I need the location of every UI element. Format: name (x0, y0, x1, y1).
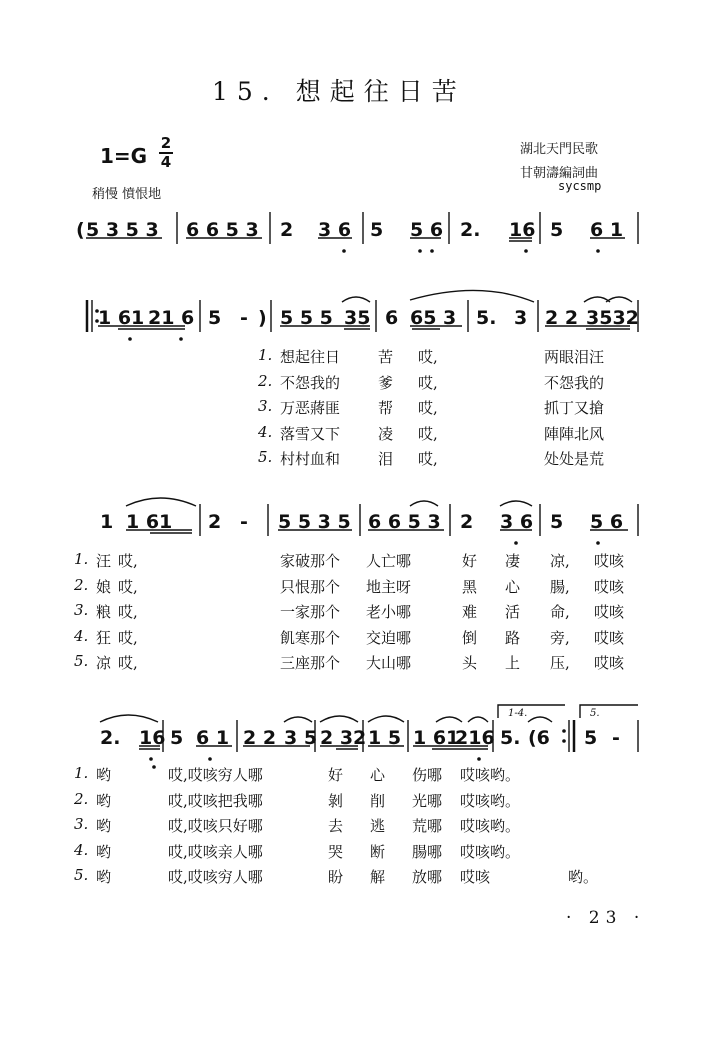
lyric-syllable: 哎, (418, 424, 438, 443)
lyric-syllable: 哟 (96, 766, 112, 784)
verse-number: 5. (74, 866, 89, 884)
verse-number: 2. (74, 789, 89, 808)
note-group: 5 5 5 (280, 307, 333, 329)
lyric-syllable: 村村血和 (280, 450, 341, 468)
note-group: 1 61 (126, 511, 173, 533)
note-group: 1 61 (98, 307, 145, 329)
note-group: 5. (500, 727, 521, 749)
lyric-syllable: 两眼泪汪 (544, 348, 605, 366)
lyric-syllable: 爹 (378, 373, 394, 392)
verse-number: 4. (258, 422, 273, 441)
note-group: 16 (139, 727, 166, 749)
lyric-syllable: 凌 (378, 424, 394, 443)
lyric-syllable: 哎, (418, 348, 438, 366)
lyric-syllable: 万恶蔣匪 (280, 399, 341, 417)
lyric-syllable: 难 (462, 603, 478, 621)
lyric-syllable: 心 (370, 766, 386, 784)
lyric-syllable: 荒哪 (412, 817, 443, 835)
time-signature-top: 2 (160, 134, 172, 152)
lyric-syllable: 哟 (96, 868, 112, 886)
lyric-syllable: 人亡哪 (366, 552, 412, 570)
note-group: 3 5 (284, 727, 318, 749)
note-group: 2 (208, 511, 222, 533)
note-group: - (240, 307, 248, 329)
note-group: 2 (280, 219, 294, 241)
lyric-syllable: 凄 (505, 552, 521, 570)
arranger-credit: 甘朝濤編詞曲 (520, 166, 599, 181)
lyric-syllable: 哭 (328, 842, 344, 861)
lyric-syllable: 飢寒那个 (280, 628, 341, 647)
note-group: 5 (584, 727, 598, 749)
lyric-syllable: 上 (505, 654, 521, 672)
lyric-syllable: 哎,哎咳亲人哪 (168, 842, 263, 861)
note-group: 65 3 (410, 307, 457, 329)
note-group: 5 (170, 727, 184, 749)
lyric-syllable: 哎,哎咳只好哪 (168, 817, 263, 835)
lyric-syllable: 解 (370, 868, 386, 886)
lyric-syllable: 命, (550, 603, 570, 621)
note-group: 5 6 (410, 219, 444, 241)
volta-first-label: 1-4. (508, 708, 528, 719)
lyric-syllable: 汪 (96, 552, 112, 570)
verse-number: 3. (258, 397, 273, 415)
note-group: 5 (550, 219, 564, 241)
lyric-syllable: 交迫哪 (366, 628, 412, 647)
lyric-syllable: 娘 (96, 577, 112, 596)
lyric-syllable: 哎, (118, 628, 138, 647)
lyric-syllable: 处处是荒 (544, 450, 605, 468)
lyric-syllable: 哎, (418, 373, 438, 392)
note-group: (6 (528, 727, 550, 749)
lyric-syllable: 地主呀 (366, 577, 412, 596)
lyric-syllable: 黑 (462, 577, 478, 596)
lyric-syllable: 哎咳哟。 (460, 791, 521, 810)
lyric-syllable: 泪 (378, 450, 394, 468)
page-title: 15. 想起往日苦 (212, 77, 466, 106)
note-group: - (612, 727, 620, 749)
verse-number: 2. (74, 575, 89, 594)
volta-second-label: 5. (590, 708, 600, 719)
lyric-syllable: 哎咳哟。 (460, 766, 521, 784)
note-group: 6 1 (196, 727, 230, 749)
verse-number: 4. (74, 626, 89, 645)
lyric-syllable: 哎咳 (594, 552, 625, 570)
note-group: 1 61 (413, 727, 460, 749)
lyric-syllable: 剝 (328, 791, 344, 810)
verse-number: 3. (74, 601, 89, 619)
note-group: 5 6 (590, 511, 624, 533)
lyric-syllable: 逃 (370, 817, 386, 835)
lyric-syllable: 苦 (378, 348, 394, 366)
verse-number: 5. (258, 448, 273, 466)
lyric-syllable: 哎,哎咳穷人哪 (168, 766, 263, 784)
lyric-syllable: 盼 (328, 868, 344, 886)
key-signature: 1=G (100, 144, 148, 168)
lyric-syllable: 哎咳哟。 (460, 817, 521, 835)
lyric-syllable: 去 (328, 817, 344, 835)
lyric-syllable: 哎咳 (594, 603, 625, 621)
lyric-syllable: 哟 (96, 842, 112, 861)
note-group: 2. (100, 727, 121, 749)
note-group: - (240, 511, 248, 533)
lyric-syllable: 好 (328, 766, 344, 784)
note-group: 3532 (586, 307, 639, 329)
lyric-syllable: 哎, (118, 654, 138, 672)
lyric-syllable: 哟。 (568, 868, 599, 886)
note-group: 3 6 (318, 219, 352, 241)
note-group: 5 (208, 307, 222, 329)
lyric-syllable: 断 (370, 842, 386, 861)
lyric-syllable: 哎, (118, 603, 138, 621)
lyric-syllable: 哎咳 (594, 628, 625, 647)
lyric-syllable: 削 (370, 791, 386, 810)
lyric-syllable: 哎咳 (460, 868, 491, 886)
verse-number: 5. (74, 652, 89, 670)
note-group: 1 (100, 511, 114, 533)
lyric-syllable: 哎,哎咳穷人哪 (168, 868, 263, 886)
lyric-syllable: 哎, (418, 399, 438, 417)
note-group: 35 (344, 307, 371, 329)
lyric-syllable: 哎, (118, 577, 138, 596)
note-group: 5 (370, 219, 384, 241)
note-group: 21 6 (148, 307, 195, 329)
note-group: 3 6 (500, 511, 534, 533)
tempo-marking: 稍慢 憤恨地 (92, 187, 162, 202)
lyric-syllable: 三座那个 (280, 654, 341, 672)
lyric-syllable: 不怨我的 (544, 373, 605, 392)
lyric-syllable: 家破那个 (280, 552, 341, 570)
lyric-syllable: 落雪又下 (280, 424, 341, 443)
lyric-syllable: 狂 (96, 628, 112, 647)
lyric-syllable: 凉, (550, 552, 570, 570)
verse-number: 1. (74, 764, 89, 782)
note-group: 6 6 5 3 (368, 511, 441, 533)
lyric-syllable: 一家那个 (280, 603, 341, 621)
watermark-text: sycsmp (558, 179, 602, 193)
lyric-syllable: 哎,哎咳把我哪 (168, 791, 263, 810)
lyric-syllable: 抓丁又搶 (544, 399, 605, 417)
note-group: 5 (550, 511, 564, 533)
lyric-syllable: 陣陣北风 (544, 424, 605, 443)
lyric-syllable: 伤哪 (412, 766, 443, 784)
verse-number: 3. (74, 815, 89, 833)
lyric-syllable: 想起往日 (280, 348, 341, 366)
lyric-syllable: 哟 (96, 817, 112, 835)
verse-number: 1. (258, 346, 273, 364)
lyric-syllable: 腸哪 (412, 842, 443, 861)
note-group: 216 (455, 727, 495, 749)
note-group: 6 (385, 307, 399, 329)
lyric-syllable: 倒 (462, 628, 478, 647)
lyric-syllable: 哎咳 (594, 577, 625, 596)
note-group: 5 3 5 3 (86, 219, 159, 241)
lyric-syllable: 心 (505, 577, 521, 596)
note-group: 2 (460, 511, 474, 533)
note-group: 6 1 (590, 219, 624, 241)
lyric-syllable: 帮 (378, 399, 394, 417)
page-number: · 23 · (566, 908, 646, 928)
verse-number: 2. (258, 371, 273, 390)
lyric-syllable: 大山哪 (366, 654, 412, 672)
lyric-syllable: 哟 (96, 791, 112, 810)
note-group: 5 5 3 5 (278, 511, 351, 533)
lyric-syllable: 哎咳 (594, 654, 625, 672)
lyric-syllable: 粮 (96, 603, 112, 621)
note-group: 2. (460, 219, 481, 241)
lyric-syllable: 凉 (96, 654, 112, 672)
lyric-syllable: 哎, (118, 552, 138, 570)
note-group: 6 6 5 3 (186, 219, 259, 241)
lyric-syllable: 哎咳哟。 (460, 842, 521, 861)
note-group: 2 2 (545, 307, 579, 329)
note-group: 1 5 (368, 727, 402, 749)
lyric-syllable: 好 (462, 552, 478, 570)
lyric-syllable: 压, (550, 654, 570, 672)
lyric-syllable: 哎, (418, 450, 438, 468)
verse-number: 4. (74, 840, 89, 859)
lyric-syllable: 老小哪 (366, 603, 412, 621)
lyric-syllable: 腸, (550, 577, 570, 596)
lyric-syllable: 路 (505, 628, 521, 647)
verse-number: 1. (74, 550, 89, 568)
lyric-syllable: 活 (505, 603, 521, 621)
song-origin: 湖北天門民歌 (520, 142, 599, 157)
lyric-syllable: 光哪 (412, 791, 443, 810)
note-group: ( (76, 219, 85, 241)
lyric-syllable: 头 (462, 654, 478, 672)
time-signature-bottom: 4 (160, 153, 172, 171)
note-group: 2 32 (320, 727, 367, 749)
note-group: 2 2 (243, 727, 277, 749)
lyric-syllable: 放哪 (412, 868, 443, 886)
note-group: ) (258, 307, 267, 329)
note-group: 5. (476, 307, 497, 329)
lyric-syllable: 只恨那个 (280, 577, 341, 596)
note-group: 3 (514, 307, 528, 329)
lyric-syllable: 不怨我的 (280, 373, 341, 392)
note-group: 16 (509, 219, 536, 241)
lyric-syllable: 旁, (550, 628, 570, 647)
